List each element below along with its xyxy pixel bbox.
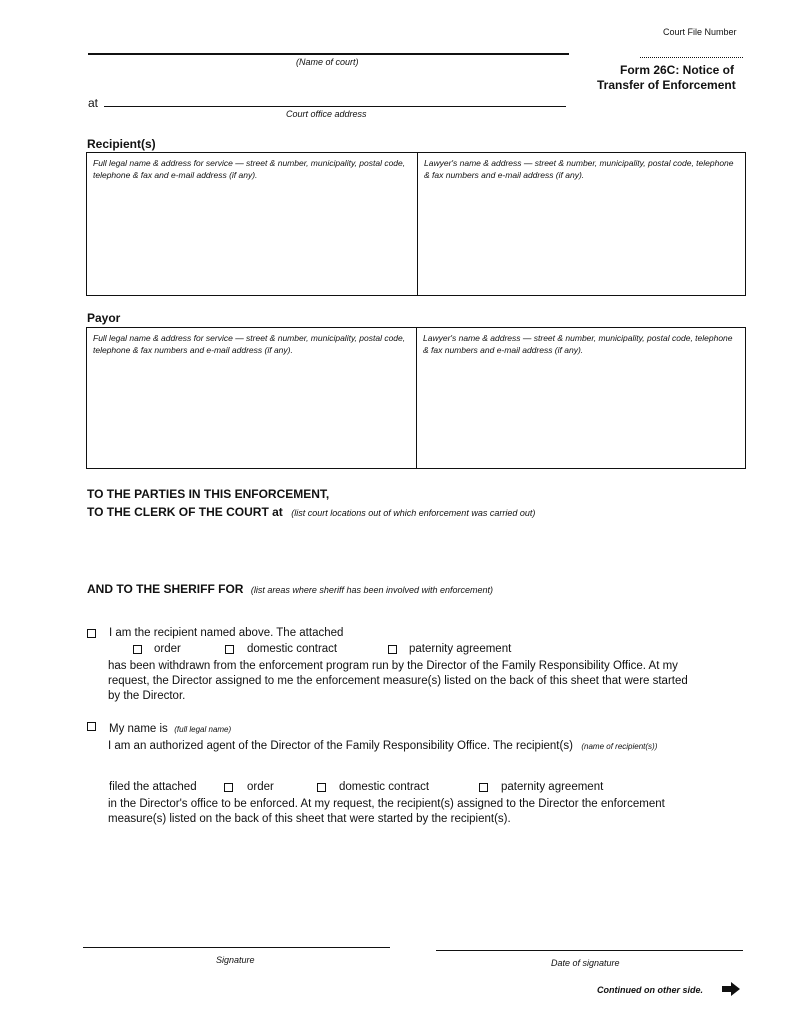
option2-line2: measure(s) listed on the back of this sheet that were started by the recipient(s). — [108, 813, 511, 825]
arrow-right-icon — [722, 982, 740, 996]
court-file-number-label: Court File Number — [663, 27, 737, 37]
sheriff-line: AND TO THE SHERIFF FOR — [87, 582, 244, 596]
option1-paternity-agreement-label: paternity agreement — [409, 643, 512, 655]
parties-line: TO THE PARTIES IN THIS ENFORCEMENT, — [87, 487, 330, 501]
option2-line1: in the Director's office to be enforced. At my request, the recipient(s) assigned to the Director the enforcement — [108, 798, 665, 810]
date-of-signature-label: Date of signature — [551, 958, 620, 968]
option2-full-legal-name-note: (full legal name) — [174, 725, 232, 734]
option1-line2: request, the Director assigned to me the enforcement measure(s) listed on the back of this sheet that were started — [108, 675, 688, 687]
option1-domestic-contract-checkbox[interactable] — [225, 645, 234, 654]
option1-line1: has been withdrawn from the enforcement program run by the Director of the Family Responsibility Office. At my — [108, 660, 678, 672]
name-of-court-label: (Name of court) — [296, 57, 359, 67]
clerk-note: (list court locations out of which enforcement was carried out) — [291, 508, 536, 518]
option1-domestic-contract-label: domestic contract — [247, 643, 338, 655]
option1-checkbox[interactable] — [87, 629, 96, 638]
option2-paternity-agreement-label: paternity agreement — [501, 781, 604, 793]
payor-lawyer-field-label: Lawyer's name & address — street & number, municipality, postal code, telephone & fax numbers and e-mail address (if any). — [423, 333, 733, 355]
at-label: at — [88, 96, 99, 110]
option1-paternity-agreement-checkbox[interactable] — [388, 645, 397, 654]
payor-party-field[interactable] — [87, 328, 417, 468]
date-of-signature-line[interactable] — [436, 950, 743, 951]
form-title-line1: Form 26C: Notice of — [620, 63, 735, 77]
court-office-address-label: Court office address — [286, 109, 367, 119]
option1-order-checkbox[interactable] — [133, 645, 142, 654]
option1-intro: I am the recipient named above. The attached — [109, 627, 344, 639]
recipient-lawyer-field[interactable] — [418, 153, 745, 295]
recipients-table — [86, 152, 746, 296]
option2-checkbox[interactable] — [87, 722, 96, 731]
court-address-line[interactable] — [104, 106, 566, 107]
clerk-line: TO THE CLERK OF THE COURT at — [87, 505, 283, 519]
continued-note: Continued on other side. — [597, 985, 703, 995]
option2-order-checkbox[interactable] — [224, 783, 233, 792]
option2-paternity-agreement-checkbox[interactable] — [479, 783, 488, 792]
signature-line[interactable] — [83, 947, 390, 948]
option2-agent-line: I am an authorized agent of the Director of the Family Responsibility Office. The recipient(s) — [108, 740, 573, 752]
option2-filed-the-attached: filed the attached — [109, 781, 197, 793]
signature-label: Signature — [216, 955, 255, 965]
recipients-title: Recipient(s) — [87, 137, 156, 151]
option2-recipient-name-note: (name of recipient(s)) — [581, 742, 658, 751]
recipient-party-field[interactable] — [87, 153, 418, 295]
recipient-party-field-label: Full legal name & address for service — street & number, municipality, postal code, telephone & fax and e-mail address (if any). — [93, 158, 406, 180]
payor-title: Payor — [87, 311, 121, 325]
option2-order-label: order — [247, 781, 274, 793]
option2-domestic-contract-checkbox[interactable] — [317, 783, 326, 792]
form-title-line2: Transfer of Enforcement — [597, 78, 736, 92]
option2-domestic-contract-label: domestic contract — [339, 781, 430, 793]
sheriff-note: (list areas where sheriff has been involved with enforcement) — [250, 585, 494, 595]
payor-party-field-label: Full legal name & address for service — street & number, municipality, postal code, telephone & fax numbers and e-mail address (if any). — [93, 333, 406, 355]
option1-line3: by the Director. — [108, 690, 186, 702]
payor-lawyer-field[interactable] — [417, 328, 745, 468]
recipient-lawyer-field-label: Lawyer's name & address — street & number, municipality, postal code, telephone & fax numbers and e-mail address (if any). — [424, 158, 734, 180]
option2-my-name-is: My name is — [109, 723, 168, 735]
payor-table — [86, 327, 746, 469]
court-file-number-line[interactable] — [640, 57, 743, 58]
option1-order-label: order — [154, 643, 181, 655]
name-of-court-line[interactable] — [88, 53, 569, 55]
